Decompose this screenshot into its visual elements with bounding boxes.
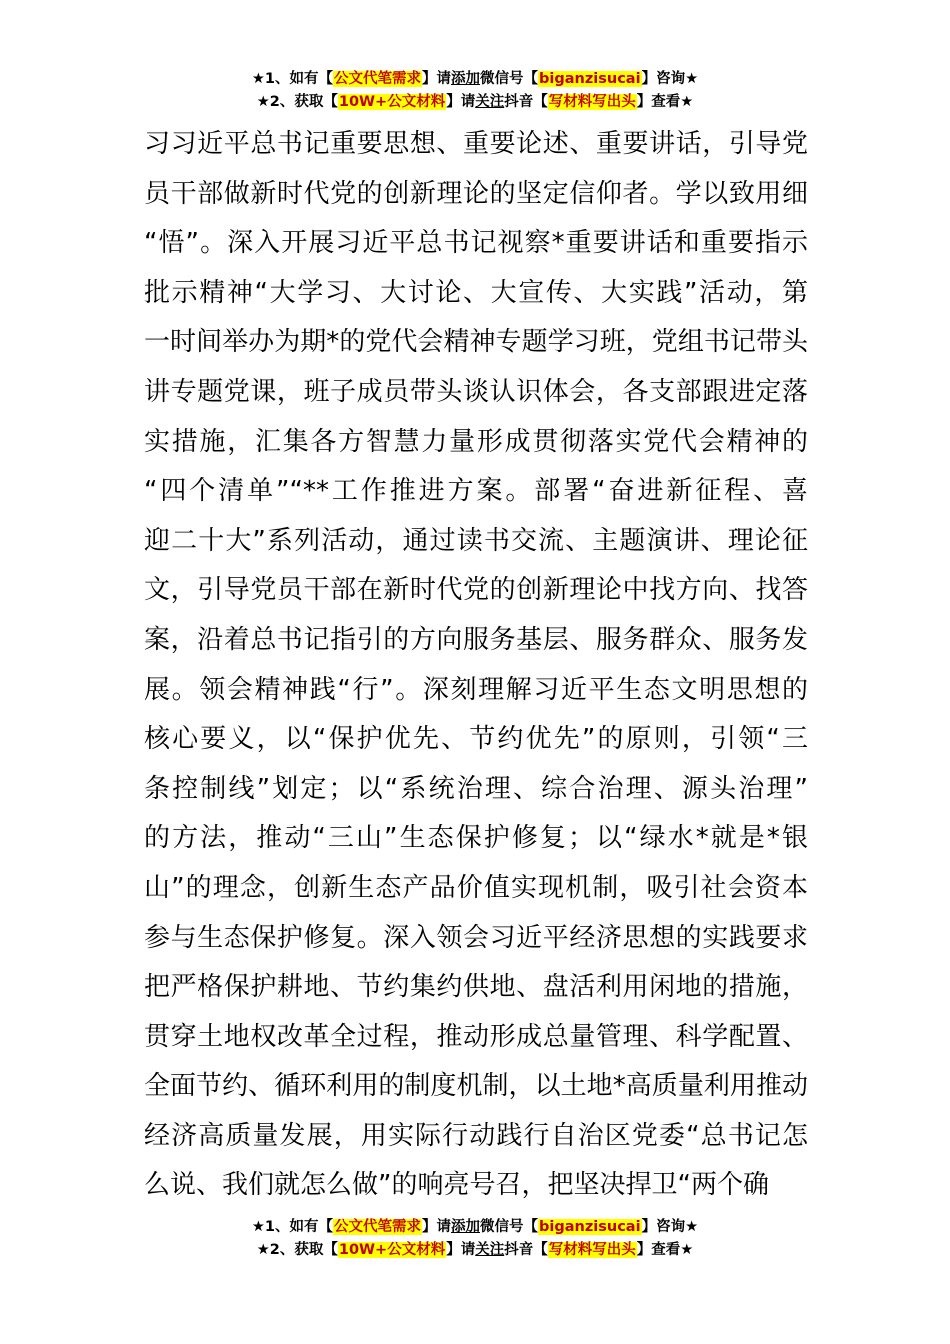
body-line: 一时间举办为期*的党代会精神专题学习班，党组书记带头 xyxy=(144,327,808,358)
body-line: 的方法，推动“三山”生态保护修复；以“绿水*就是*银 xyxy=(144,823,808,854)
body-line: “四个清单”“**工作推进方案。部署“奋进新征程、喜 xyxy=(144,476,808,507)
header-line-2 xyxy=(0,91,950,114)
body-line: 么说、我们就怎么做”的响亮号召，把坚决捍卫“两个确 xyxy=(144,1170,769,1201)
header-line-2-prefix: ★2、获取【 xyxy=(256,94,338,110)
footer-line-2-highlight-materials: 10W+公文材料 xyxy=(338,1242,446,1258)
body-line: 员干部做新时代党的创新理论的坚定信仰者。学以致用细 xyxy=(144,178,808,209)
footer-banner xyxy=(0,1216,950,1262)
body-line: 案，沿着总书记指引的方向服务基层、服务群众、服务发 xyxy=(144,624,808,655)
body-line: 经济高质量发展，用实际行动践行自治区党委“总书记怎 xyxy=(144,1120,808,1151)
footer-line-1-suffix: 】咨询★ xyxy=(641,1219,699,1235)
footer-line-1-highlight-wechat: biganzisucai xyxy=(539,1219,641,1235)
body-line: 文，引导党员干部在新时代党的创新理论中找方向、找答 xyxy=(144,575,808,606)
header-line-1-highlight-wechat: biganzisucai xyxy=(539,71,641,87)
body-line: 批示精神“大学习、大讨论、大宣传、大实践”活动，第 xyxy=(144,277,808,308)
header-line-2-suffix: 】查看★ xyxy=(636,94,694,110)
footer-line-1-emphasis: 添加 xyxy=(451,1219,481,1235)
body-line: 把严格保护耕地、节约集约供地、盘活利用闲地的措施， xyxy=(144,972,808,1003)
header-line-1 xyxy=(0,68,950,91)
body-line: 核心要义，以“保护优先、节约优先”的原则，引领“三 xyxy=(144,724,808,755)
body-line: 迎二十大”系列活动，通过读书交流、主题演讲、理论征 xyxy=(144,525,808,556)
header-line-2-text: 】请 xyxy=(446,94,476,110)
body-line: 展。领会精神践“行”。深刻理解习近平生态文明思想的 xyxy=(144,674,808,705)
body-line: 全面节约、循环利用的制度机制，以土地*高质量利用推动 xyxy=(144,1071,808,1102)
header-line-1-highlight-service: 公文代笔需求 xyxy=(334,71,422,87)
header-banner xyxy=(0,68,950,114)
footer-line-2-highlight-douyin: 写材料写出头 xyxy=(548,1242,636,1258)
footer-line-2 xyxy=(0,1239,950,1262)
header-line-1-prefix: ★1、如有【 xyxy=(251,71,334,87)
body-line: 参与生态保护修复。深入领会习近平经济思想的实践要求 xyxy=(144,922,808,953)
header-line-2-highlight-materials: 10W+公文材料 xyxy=(338,94,446,110)
footer-line-2-text-2: 抖音【 xyxy=(504,1242,548,1258)
header-line-1-emphasis: 添加 xyxy=(451,71,481,87)
body-line: 实措施，汇集各方智慧力量形成贯彻落实党代会精神的 xyxy=(144,426,808,457)
header-line-1-text: 】请 xyxy=(422,71,452,87)
footer-line-2-prefix: ★2、获取【 xyxy=(256,1242,338,1258)
body-line: 条控制线”划定；以“系统治理、综合治理、源头治理” xyxy=(144,773,808,804)
footer-line-1-prefix: ★1、如有【 xyxy=(251,1219,334,1235)
footer-line-2-text: 】请 xyxy=(446,1242,476,1258)
footer-line-1-text: 】请 xyxy=(422,1219,452,1235)
body-line: 习习近平总书记重要思想、重要论述、重要讲话，引导党 xyxy=(144,129,808,159)
footer-line-1-highlight-service: 公文代笔需求 xyxy=(334,1219,422,1235)
footer-line-2-suffix: 】查看★ xyxy=(636,1242,694,1258)
footer-line-1-text-2: 微信号【 xyxy=(480,1219,539,1235)
body-line: “悟”。深入开展习近平总书记视察*重要讲话和重要指示 xyxy=(144,228,808,259)
header-line-2-highlight-douyin: 写材料写出头 xyxy=(548,94,636,110)
header-line-1-suffix: 】咨询★ xyxy=(641,71,699,87)
header-line-1-text-2: 微信号【 xyxy=(480,71,539,87)
body-line: 贯穿土地权改革全过程，推动形成总量管理、科学配置、 xyxy=(144,1021,808,1052)
footer-line-1 xyxy=(0,1216,950,1239)
body-line: 讲专题党课，班子成员带头谈认识体会，各支部跟进定落 xyxy=(144,376,808,407)
header-line-2-emphasis: 关注 xyxy=(475,94,505,110)
header-line-2-text-2: 抖音【 xyxy=(504,94,548,110)
body-line: 山”的理念，创新生态产品价值实现机制，吸引社会资本 xyxy=(144,872,808,903)
footer-line-2-emphasis: 关注 xyxy=(475,1242,505,1258)
document-body xyxy=(144,120,808,1211)
